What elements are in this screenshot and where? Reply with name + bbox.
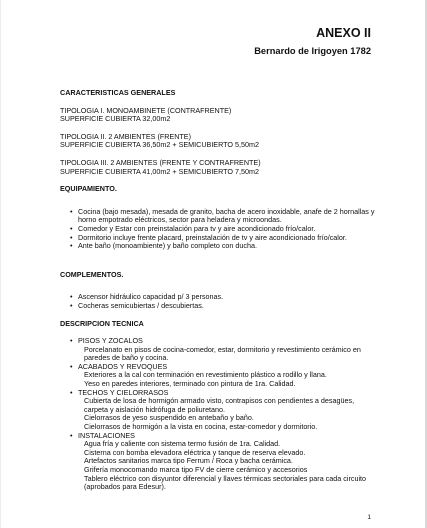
detail-line: Yeso en paredes interiores, terminado con pintura de 1ra. Calidad.: [84, 379, 296, 389]
tech-item-label: ACABADOS Y REVOQUES: [78, 361, 168, 371]
detail-line: Grifería monocomando marca tipo FV de cierre cerámico y accesorios: [84, 465, 308, 474]
type-area: SUPERFICIE CUBIERTA 36,50m2 + SEMICUBIERTO 5,50m2: [60, 140, 259, 150]
detail-line: Artefactos sanitarios marca tipo Ferrum / Roca y bacha cerámica.: [84, 456, 293, 466]
bullet-icon: •: [70, 387, 73, 397]
equipment-list: [60, 208, 376, 251]
type-name: TIPOLOGIA II. 2 AMBIENTES (FRENTE): [60, 131, 191, 141]
equipment-section: [60, 185, 376, 251]
list-item-text: Ascensor hidráulico capacidad p/ 3 personas.: [78, 292, 224, 302]
bullet-icon: •: [70, 361, 73, 371]
detail-line: Tablero eléctrico con disyuntor diferencial y llaves térmicas sectoriales para cada circuito (aprobados para Edesur).: [84, 473, 367, 492]
tech-item-detail: [84, 440, 376, 492]
detail-line: Cielorrasos de hormigón a la vista en cocina, estar-comedor y dormitorio.: [84, 422, 318, 432]
type-block: [60, 133, 376, 150]
bullet-icon: •: [70, 206, 73, 216]
tech-item-detail: [84, 346, 376, 363]
type-block: [60, 107, 376, 124]
document-body: [60, 89, 376, 492]
detail-line: Porcelanato en pisos de cocina-comedor, estar, dormitorio y revestimiento cerámico en paredes de baño y cocina.: [84, 344, 361, 363]
detail-line: Exteriores a la cal con terminación en revestimiento plástico a rodillo y llana.: [84, 370, 327, 380]
type-area: SUPERFICIE CUBIERTA 41,00m2 + SEMICUBIERTO 7,50m2: [60, 166, 259, 176]
bullet-icon: •: [70, 336, 73, 346]
list-item: [60, 208, 376, 225]
technical-heading: DESCRIPCION TECNICA: [60, 318, 144, 328]
general-section: [60, 89, 376, 176]
bullet-icon: •: [70, 300, 73, 310]
bullet-icon: •: [70, 430, 73, 440]
list-item: [60, 432, 376, 441]
technical-list: [60, 337, 376, 492]
list-item: [60, 363, 376, 372]
type-area: SUPERFICIE CUBIERTA 32,00m2: [60, 114, 171, 124]
tech-item-detail: [84, 371, 376, 388]
type-block: [60, 159, 376, 176]
type-name: TIPOLOGIA III. 2 AMBIENTES (FRENTE Y CONTRAFRENTE): [60, 157, 261, 167]
list-item-text: Dormitorio incluye frente placard, preinstalación de tv y aire acondicionado frío/calor.: [78, 232, 347, 242]
page-number: 1: [367, 514, 371, 521]
extras-list: [60, 293, 376, 310]
detail-line: Cisterna con bomba elevadora eléctrica y tanque de reserva elevado.: [84, 447, 306, 457]
tech-item-label: TECHOS Y CIELORRASOS: [78, 387, 169, 397]
annex-title: ANEXO II: [316, 26, 371, 40]
address-subtitle: Bernardo de Irigoyen 1782: [254, 46, 371, 56]
bullet-icon: •: [70, 232, 73, 242]
list-item: [60, 242, 376, 251]
page-edge-left: [0, 0, 1, 528]
detail-line: Cubierta de losa de hormigón armado visto, contrapisos con pendientes a desagües, carpeta y aislación hidrófuga de poliuretano.: [84, 396, 355, 414]
equipment-heading: EQUIPAMIENTO.: [60, 184, 117, 194]
extras-section: [60, 271, 376, 311]
extras-heading: COMPLEMENTOS.: [60, 269, 124, 279]
tech-item-detail: [84, 397, 376, 431]
list-item-text: Cocheras semicubiertas / descubiertas.: [78, 300, 204, 310]
technical-section: [60, 320, 376, 492]
detail-line: Agua fría y caliente con sistema termo fusión de 1ra. Calidad.: [84, 439, 281, 449]
bullet-icon: •: [70, 292, 73, 302]
detail-line: Cielorrasos de yeso suspendido en antebaño y baño.: [84, 413, 254, 423]
list-item: [60, 389, 376, 398]
list-item: [60, 302, 376, 311]
type-name: TIPOLOGIA I. MONOAMBINETE (CONTRAFRENTE): [60, 105, 232, 115]
list-item-text: Comedor y Estar con preinstalación para tv y aire acondicionado frío/calor.: [78, 223, 316, 233]
list-item-text: Ante baño (monoambiente) y baño completo con ducha.: [78, 241, 258, 251]
tech-item-label: INSTALACIONES: [78, 430, 135, 440]
general-heading: CARACTERISTICAS GENERALES: [60, 88, 176, 97]
bullet-icon: •: [70, 241, 73, 251]
list-item: [60, 337, 376, 346]
tech-item-label: PISOS Y ZOCALOS: [78, 336, 143, 346]
bullet-icon: •: [70, 223, 73, 233]
list-item-text: Cocina (bajo mesada), mesada de granito, bacha de acero inoxidable, anafe de 2 hornallas y horno empotrado eléctricos, sector para heladera y microondas.: [78, 206, 375, 225]
